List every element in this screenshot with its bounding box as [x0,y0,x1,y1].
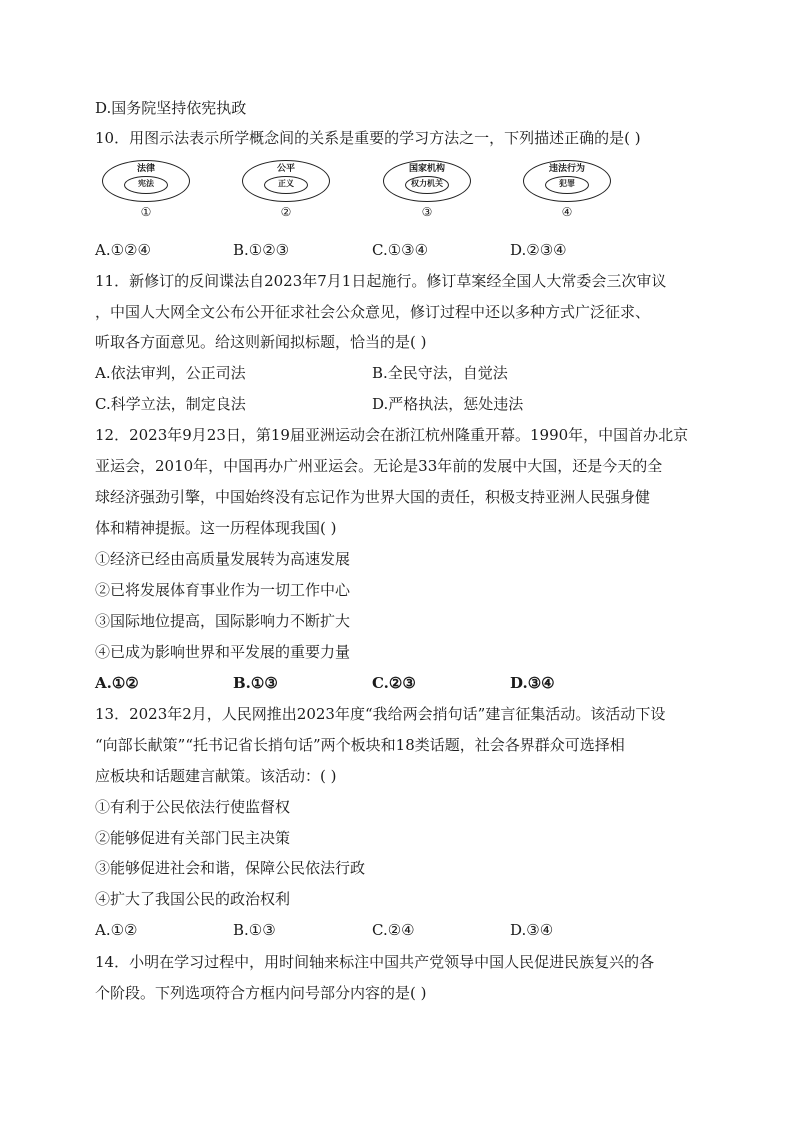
inner-label: 权力机关 [411,178,443,188]
outer-label: 违法行为 [548,164,585,174]
q13-item-2: ②能够促进有关部门民主决策 [95,829,291,847]
q10-option-b[interactable]: B.①②③ [233,241,290,259]
q12-item-3: ③国际地位提高，国际影响力不断扩大 [95,612,351,630]
diagram-number: ④ [561,205,573,219]
q10-diagram-1 [102,160,190,230]
q13-option-d[interactable]: D.③④ [510,921,554,939]
q11-line-2: ，中国人大网全文公布公开征求社会公众意见，修订过程中还以多种方式广泛征求、 [95,303,651,321]
q13-item-3: ③能够促进社会和谐，保障公民依法行政 [95,859,366,877]
diagram-number: ① [140,205,152,219]
q11-option-d[interactable]: D.严格执法，惩处违法 [372,395,524,413]
inner-label: 正义 [278,178,294,188]
q13-line-2: “向部长献策”“托书记省长捎句话”两个板块和18类话题，社会各界群众可选择相 [95,736,625,754]
q11-option-b[interactable]: B.全民守法，自觉法 [372,364,508,382]
diagram-number: ③ [421,205,433,219]
q12-option-d[interactable]: D.③④ [510,674,555,692]
q14-line-1: 14．小明在学习过程中，用时间轴来标注中国共产党领导中国人民促进民族复兴的各 [95,953,655,971]
outer-label: 国家机构 [408,164,445,174]
q12-line-1: 12．2023年9月23日，第19届亚洲运动会在浙江杭州隆重开幕。1990年，中国首办北京 [95,426,689,444]
q10-option-a[interactable]: A.①②④ [95,241,151,259]
q12-option-a[interactable]: A.①② [95,674,139,692]
q12-option-b[interactable]: B.①③ [233,674,278,692]
diagram-number: ② [280,205,292,219]
inner-label: 犯罪 [559,178,575,188]
q12-line-4: 体和精神提振。这一历程体现我国( ) [95,519,337,537]
q13-option-c[interactable]: C.②④ [372,921,415,939]
q13-option-b[interactable]: B.①③ [233,921,276,939]
outer-label: 公平 [276,164,295,174]
q12-line-3: 球经济强劲引擎，中国始终没有忘记作为世界大国的责任，积极支持亚洲人民强身健 [95,488,651,506]
q10-stem: 10．用图示法表示所学概念间的关系是重要的学习方法之一，下列描述正确的是( ) [95,129,641,147]
q13-item-1: ①有利于公民依法行使监督权 [95,798,291,816]
q11-option-c[interactable]: C.科学立法，制定良法 [95,395,246,413]
q13-option-a[interactable]: A.①② [95,921,138,939]
q12-item-4: ④已成为影响世界和平发展的重要力量 [95,643,351,661]
q12-item-2: ②已将发展体育事业作为一切工作中心 [95,581,351,599]
q14-line-2: 个阶段。下列选项符合方框内问号部分内容的是( ) [95,984,427,1002]
q12-item-1: ①经济已经由高质量发展转为高速发展 [95,550,351,568]
outer-label: 法律 [136,164,155,174]
q10-diagram-group [95,160,635,230]
q13-line-3: 应板块和话题建言献策。该活动：( ) [95,767,337,785]
inner-label: 宪法 [138,178,154,188]
q13-line-1: 13．2023年2月，人民网推出2023年度“我给两会捎句话”建言征集活动。该活动下设 [95,705,666,723]
q11-line-1: 11．新修订的反间谍法自2023年7月1日起施行。修订草案经全国人大常委会三次审议 [95,272,667,290]
q13-item-4: ④扩大了我国公民的政治权利 [95,890,291,908]
q10-diagram-2 [242,160,330,230]
q10-option-c[interactable]: C.①③④ [372,241,429,259]
q10-option-d[interactable]: D.②③④ [510,241,567,259]
q9-option-d: D.国务院坚持依宪执政 [95,99,247,117]
q10-diagram-4 [523,160,611,230]
q12-option-c[interactable]: C.②③ [372,674,416,692]
q11-line-3: 听取各方面意见。给这则新闻拟标题，恰当的是( ) [95,333,427,351]
q11-option-a[interactable]: A.依法审判，公正司法 [95,364,246,382]
q12-line-2: 亚运会，2010年，中国再办广州亚运会。无论是33年前的发展中大国，还是今天的全 [95,457,663,475]
q10-diagram-3 [383,160,471,230]
